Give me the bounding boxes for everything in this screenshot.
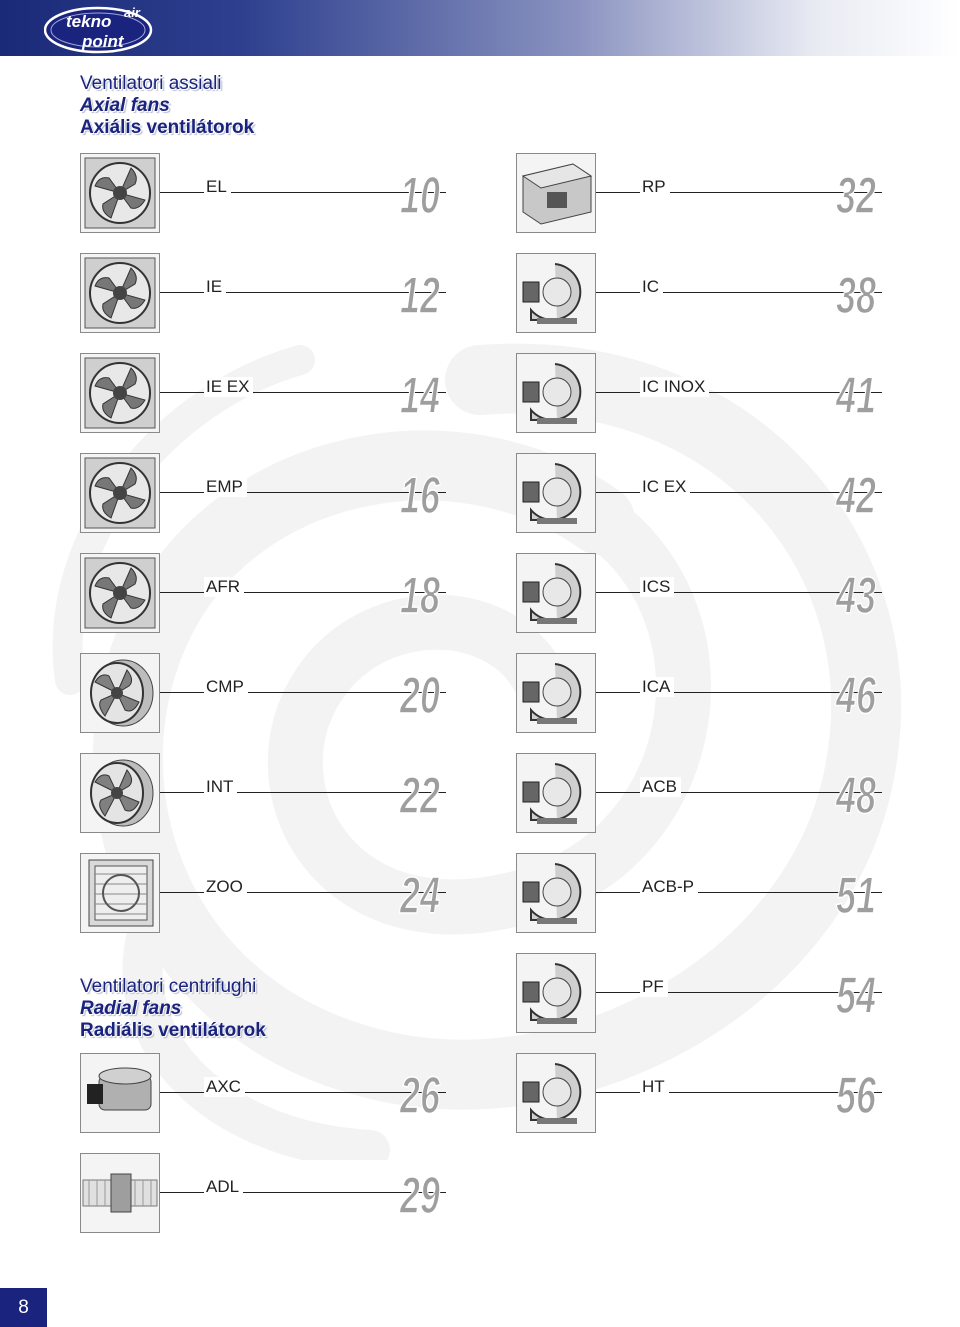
- index-item-ic[interactable]: [516, 253, 936, 335]
- item-label: ACB-P: [640, 877, 698, 897]
- index-item-acb-p[interactable]: [516, 853, 936, 935]
- index-item-emp[interactable]: [80, 453, 500, 535]
- item-page-number: 42: [835, 467, 877, 523]
- index-item-zoo[interactable]: [80, 853, 500, 935]
- item-page-number: 22: [399, 767, 441, 823]
- index-item-int[interactable]: [80, 753, 500, 835]
- index-item-afr[interactable]: [80, 553, 500, 635]
- product-thumbnail: [80, 353, 160, 433]
- index-item-ica[interactable]: [516, 653, 936, 735]
- centrifugal-fan-icon: [517, 254, 595, 332]
- index-item-ic-ex[interactable]: [516, 453, 936, 535]
- item-page-number: 20: [399, 667, 441, 723]
- rectangular-duct-fan-icon: [517, 154, 595, 232]
- item-page-number: 14: [400, 367, 441, 423]
- item-page-number: 54: [836, 967, 877, 1023]
- item-label: PF: [640, 977, 668, 997]
- product-thumbnail: [80, 653, 160, 733]
- product-thumbnail: [516, 553, 596, 633]
- item-page-number: 12: [400, 267, 441, 323]
- axial-title-en: Axial fans: [80, 95, 170, 116]
- centrifugal-fan-icon: [517, 754, 595, 832]
- radial-title-hu: Radiális ventilátorok: [80, 1020, 266, 1041]
- index-item-acb[interactable]: [516, 753, 936, 835]
- radial-section-title: [80, 976, 266, 1042]
- product-thumbnail: [80, 253, 160, 333]
- item-label: ZOO: [204, 877, 247, 897]
- item-page-number: 48: [835, 767, 877, 823]
- centrifugal-fan-icon: [517, 354, 595, 432]
- logo-word-tekno: tekno: [66, 12, 112, 31]
- index-item-pf[interactable]: [516, 953, 936, 1035]
- axial-title-hu: Axiális ventilátorok: [80, 117, 255, 138]
- axial-section-title: [80, 73, 254, 139]
- product-thumbnail: [516, 753, 596, 833]
- square-axial-fan-icon: [81, 454, 159, 532]
- index-item-ics[interactable]: [516, 553, 936, 635]
- item-page-number: 18: [400, 567, 441, 623]
- item-label: CMP: [204, 677, 248, 697]
- index-item-cmp[interactable]: [80, 653, 500, 735]
- radial-title-it: Ventilatori centrifughi: [80, 976, 257, 997]
- centrifugal-fan-icon: [517, 454, 595, 532]
- item-label: AXC: [204, 1077, 245, 1097]
- box-fan-icon: [81, 854, 159, 932]
- item-label: IC INOX: [640, 377, 709, 397]
- index-item-ic-inox[interactable]: [516, 353, 936, 435]
- centrifugal-fan-icon: [517, 854, 595, 932]
- item-label: EMP: [204, 477, 247, 497]
- index-item-rp[interactable]: [516, 153, 936, 235]
- item-page-number: 10: [400, 167, 441, 223]
- item-page-number: 51: [836, 867, 876, 923]
- logo-word-air: air: [124, 5, 140, 20]
- logo-word-point: point: [82, 32, 124, 51]
- product-thumbnail: [80, 853, 160, 933]
- item-label: IE EX: [204, 377, 253, 397]
- product-thumbnail: [516, 353, 596, 433]
- product-thumbnail: [80, 153, 160, 233]
- tube-axial-fan-icon: [81, 654, 159, 732]
- index-item-axc[interactable]: [80, 1053, 500, 1135]
- tube-axial-fan-icon: [81, 754, 159, 832]
- radial-title-en: Radial fans: [80, 998, 182, 1019]
- centrifugal-fan-icon: [517, 954, 595, 1032]
- square-axial-fan-icon: [81, 354, 159, 432]
- item-label: ADL: [204, 1177, 243, 1197]
- item-label: EL: [204, 177, 231, 197]
- item-label: IE: [204, 277, 226, 297]
- product-thumbnail: [516, 453, 596, 533]
- index-item-el[interactable]: [80, 153, 500, 235]
- item-page-number: 32: [836, 167, 877, 223]
- axial-title-it: Ventilatori assiali: [80, 73, 222, 94]
- product-thumbnail: [516, 253, 596, 333]
- item-label: HT: [640, 1077, 669, 1097]
- square-axial-fan-icon: [81, 154, 159, 232]
- index-item-ht[interactable]: [516, 1053, 936, 1135]
- item-page-number: 43: [835, 567, 877, 623]
- product-thumbnail: [516, 1053, 596, 1133]
- index-item-adl[interactable]: [80, 1153, 500, 1235]
- index-item-ie[interactable]: [80, 253, 500, 335]
- square-axial-fan-icon: [81, 554, 159, 632]
- product-thumbnail: [516, 953, 596, 1033]
- item-page-number: 46: [835, 667, 877, 723]
- product-thumbnail: [516, 853, 596, 933]
- item-page-number: 16: [400, 467, 441, 523]
- centrifugal-fan-icon: [517, 1054, 595, 1132]
- item-label: ICA: [640, 677, 674, 697]
- item-label: RP: [640, 177, 670, 197]
- product-thumbnail: [80, 753, 160, 833]
- item-label: INT: [204, 777, 237, 797]
- page-number: 8: [0, 1288, 47, 1327]
- item-label: IC EX: [640, 477, 690, 497]
- item-page-number: 29: [399, 1167, 441, 1223]
- inline-duct-fan-icon: [81, 1054, 159, 1132]
- item-page-number: 26: [399, 1067, 441, 1123]
- item-label: ICS: [640, 577, 674, 597]
- header-bar: [0, 0, 960, 56]
- item-page-number: 38: [836, 267, 877, 323]
- item-label: AFR: [204, 577, 244, 597]
- product-thumbnail: [80, 553, 160, 633]
- product-thumbnail: [516, 153, 596, 233]
- item-label: IC: [640, 277, 663, 297]
- product-thumbnail: [80, 1153, 160, 1233]
- flexible-duct-fan-icon: [81, 1154, 159, 1232]
- item-label: ACB: [640, 777, 681, 797]
- item-page-number: 56: [836, 1067, 877, 1123]
- centrifugal-fan-icon: [517, 554, 595, 632]
- square-axial-fan-icon: [81, 254, 159, 332]
- product-thumbnail: [80, 1053, 160, 1133]
- tekno-point-logo: [44, 3, 156, 55]
- product-thumbnail: [516, 653, 596, 733]
- product-thumbnail: [80, 453, 160, 533]
- item-page-number: 24: [399, 867, 441, 923]
- item-page-number: 41: [835, 367, 876, 423]
- index-item-ie-ex[interactable]: [80, 353, 500, 435]
- centrifugal-fan-icon: [517, 654, 595, 732]
